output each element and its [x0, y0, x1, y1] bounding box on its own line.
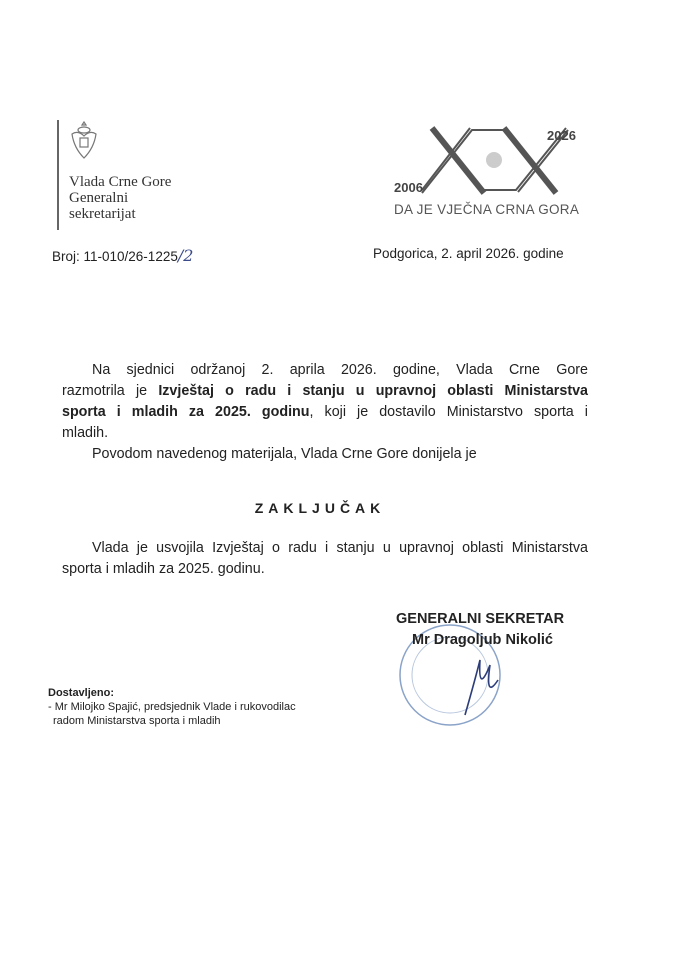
signatory-role: GENERALNI SEKRETAR — [396, 611, 565, 627]
organization-name — [69, 174, 171, 222]
paragraph-line — [62, 404, 588, 420]
org-line: sekretarijat — [69, 206, 136, 222]
paragraph-line: Na sjednici održanoj 2. aprila 2026. godine, Vlada Crne Gore — [92, 362, 588, 378]
document-number — [52, 246, 193, 265]
delivery-recipient: radom Ministarstva sporta i mladih — [53, 715, 221, 727]
text: razmotrila je — [62, 383, 159, 399]
header-divider — [57, 120, 59, 230]
delivery-label: Dostavljeno: — [48, 687, 115, 699]
paragraph-line: mladih. — [62, 425, 109, 441]
anniversary-logo — [392, 118, 592, 218]
signatory-name: Mr Dragoljub Nikolić — [412, 632, 553, 648]
place-date: Podgorica, 2. april 2026. godine — [373, 246, 564, 261]
logo-year-end: 2026 — [547, 128, 576, 143]
text: , koji je dostavilo Ministarstvo sporta i — [309, 404, 588, 420]
delivery-recipient: - Mr Milojko Spajić, predsjednik Vlade i rukovodilac — [48, 701, 296, 713]
paragraph-line: Povodom navedenog materijala, Vlada Crne Gore donijela je — [92, 446, 477, 462]
paragraph-line: sporta i mladih za 2025. godinu. — [62, 561, 265, 577]
logo-year-start: 2006 — [394, 180, 423, 195]
paragraph-line: Vlada je usvojila Izvještaj o radu i stanju u upravnoj oblasti Ministarstva — [92, 540, 588, 556]
org-line: Generalni — [69, 190, 129, 206]
signature-scribble — [465, 660, 498, 715]
number-handwritten: /2 — [177, 246, 194, 265]
coat-of-arms-icon — [68, 120, 100, 162]
report-title: Izvještaj o radu i stanju u upravnoj oblasti Ministarstva — [158, 383, 588, 399]
number-label: Broj: 11-010/26-1225 — [52, 249, 178, 264]
conclusion-title: ZAKLJUČAK — [254, 500, 386, 516]
report-title: sporta i mladih za 2025. godinu — [62, 404, 310, 420]
org-line: Vlada Crne Gore — [69, 174, 172, 190]
logo-slogan: DA JE VJEČNA CRNA GORA — [394, 202, 580, 217]
paragraph-line — [62, 383, 588, 399]
